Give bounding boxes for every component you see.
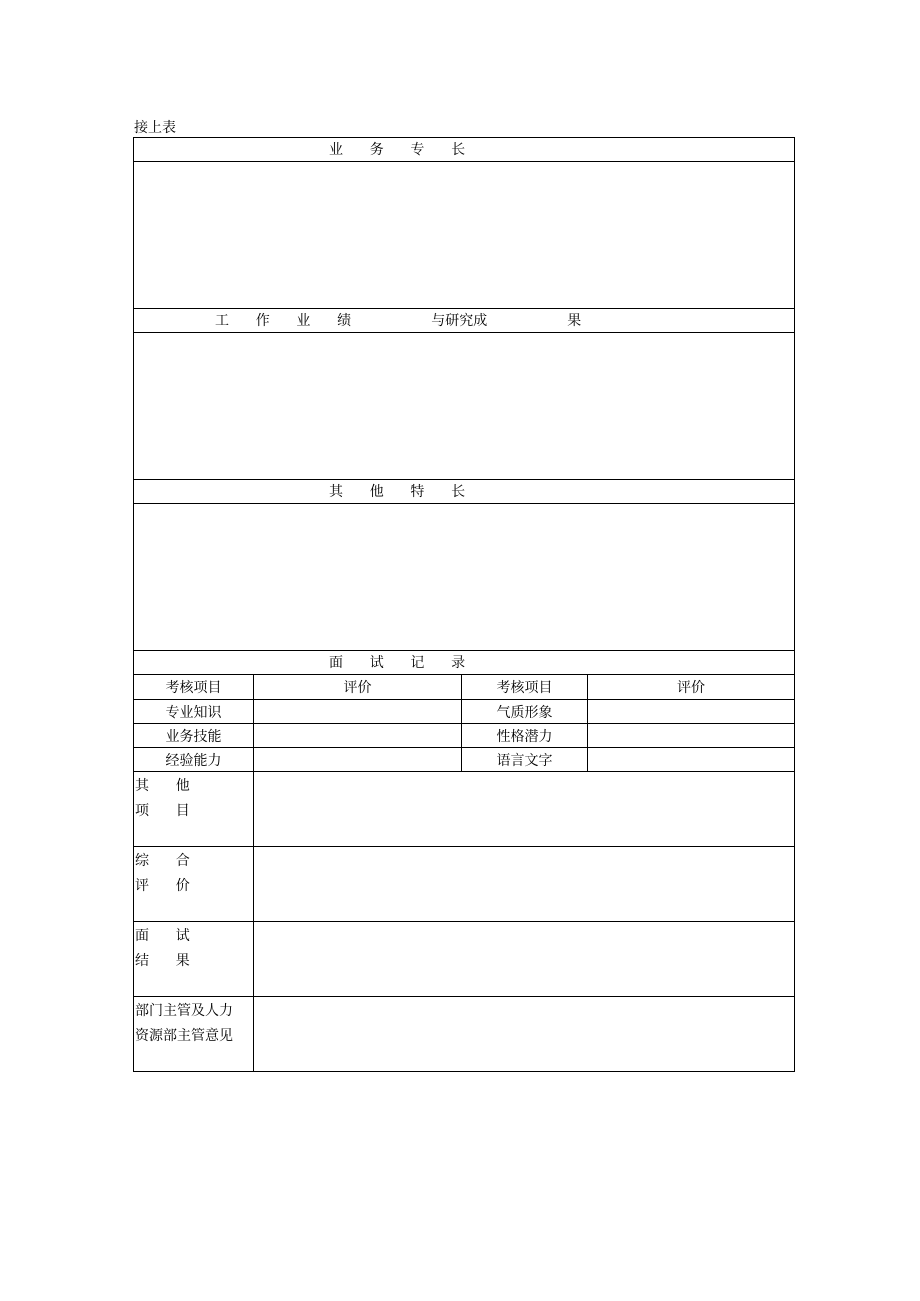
other-items-field[interactable]	[254, 772, 795, 847]
applicant-form-continuation	[133, 137, 794, 1072]
form-table	[133, 137, 795, 1072]
grid-rating-field[interactable]	[254, 724, 462, 748]
section-header-expertise	[134, 138, 795, 162]
section-body-achievements	[134, 333, 795, 480]
manager-opinion-field[interactable]	[254, 997, 795, 1072]
continued-from-previous-label: 接上表	[134, 120, 176, 136]
table-row	[134, 724, 795, 748]
grid-item-label: 经验能力	[134, 748, 254, 772]
interview-result-label	[134, 922, 254, 997]
section-body-other-skills	[134, 504, 795, 651]
achievements-field[interactable]	[134, 333, 795, 480]
interview-result-row	[134, 922, 795, 997]
grid-item-label: 业务技能	[134, 724, 254, 748]
grid-item-label: 专业知识	[134, 700, 254, 724]
grid-rating-field[interactable]	[254, 700, 462, 724]
section-body-expertise	[134, 162, 795, 309]
overall-evaluation-label-line2: 评 价	[135, 878, 190, 894]
grid-header-row	[134, 675, 795, 700]
manager-opinion-row	[134, 997, 795, 1072]
other-items-label	[134, 772, 254, 847]
manager-opinion-label	[134, 997, 254, 1072]
grid-item-label: 语言文字	[462, 748, 588, 772]
grid-item-label: 气质形象	[462, 700, 588, 724]
grid-rating-field[interactable]	[588, 700, 795, 724]
interview-result-field[interactable]	[254, 922, 795, 997]
other-skills-field[interactable]	[134, 504, 795, 651]
grid-header-rating-left: 评价	[254, 675, 462, 700]
other-items-label-line2: 项 目	[135, 803, 190, 819]
section-header-other-skills	[134, 480, 795, 504]
manager-opinion-label-line1: 部门主管及人力	[135, 1003, 233, 1019]
interview-result-label-line1: 面 试	[135, 928, 190, 944]
section-title-interview: 面 试 记 录	[329, 654, 466, 671]
grid-header-rating-right: 评价	[588, 675, 795, 700]
table-row	[134, 748, 795, 772]
grid-item-label: 性格潜力	[462, 724, 588, 748]
grid-rating-field[interactable]	[588, 748, 795, 772]
interview-result-label-line2: 结 果	[135, 953, 190, 969]
overall-evaluation-label	[134, 847, 254, 922]
overall-evaluation-label-line1: 综 合	[135, 853, 190, 869]
section-header-interview	[134, 651, 795, 675]
section-title-other-skills: 其 他 特 长	[329, 483, 466, 500]
section-title-expertise: 业 务 专 长	[329, 141, 466, 158]
expertise-field[interactable]	[134, 162, 795, 309]
section-header-achievements	[134, 309, 795, 333]
other-items-row	[134, 772, 795, 847]
overall-evaluation-row	[134, 847, 795, 922]
grid-rating-field[interactable]	[588, 724, 795, 748]
other-items-label-line1: 其 他	[135, 778, 190, 794]
section-title-achievements: 工 作 业 绩 与研究成 果	[215, 312, 582, 329]
overall-evaluation-field[interactable]	[254, 847, 795, 922]
grid-header-item-left: 考核项目	[134, 675, 254, 700]
grid-rating-field[interactable]	[254, 748, 462, 772]
table-row	[134, 700, 795, 724]
manager-opinion-label-line2: 资源部主管意见	[135, 1028, 233, 1044]
grid-header-item-right: 考核项目	[462, 675, 588, 700]
